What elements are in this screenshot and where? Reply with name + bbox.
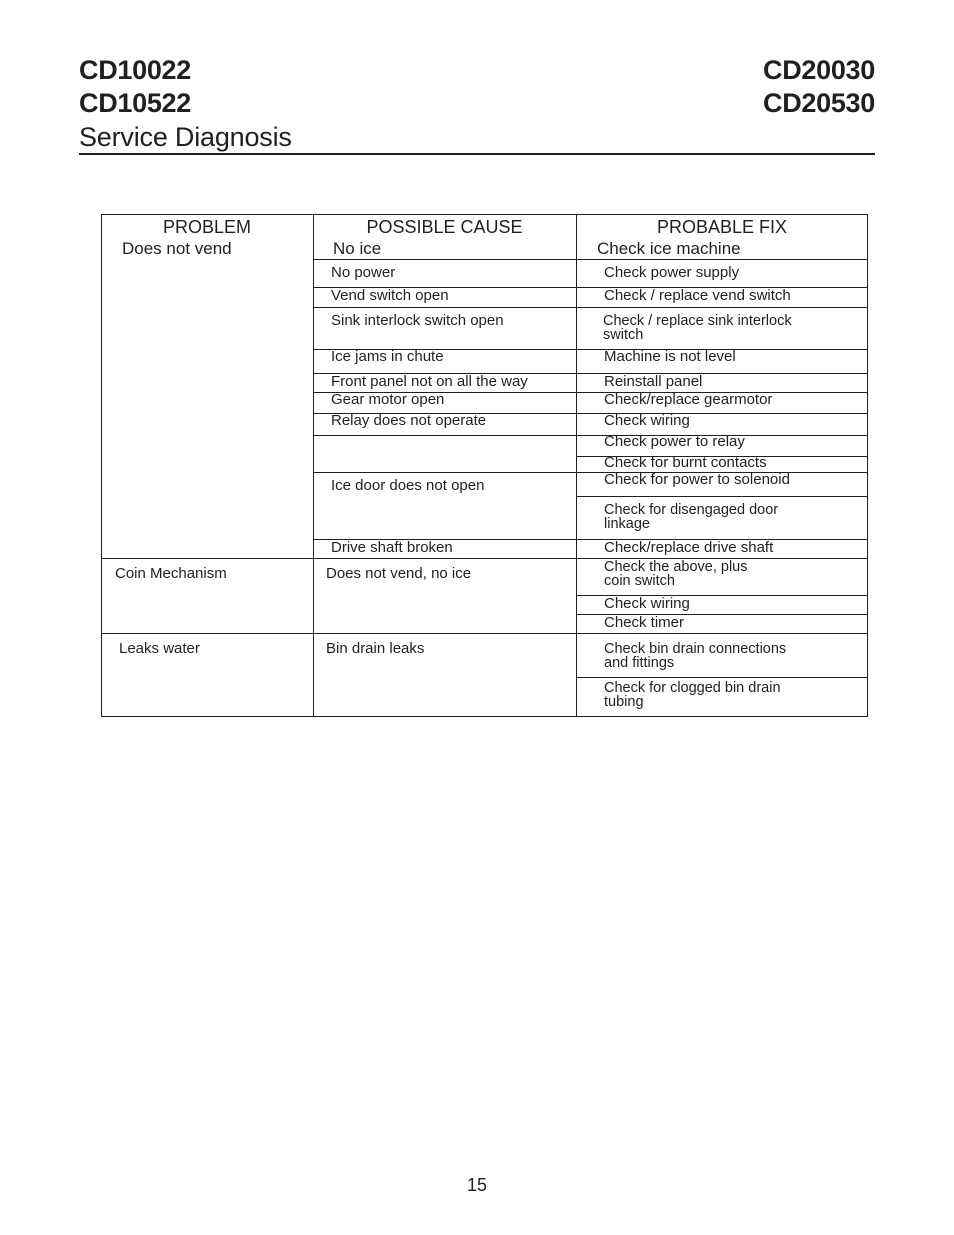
column-header-probable-fix: PROBABLE FIX bbox=[656, 217, 788, 237]
cause-cell: Sink interlock switch open bbox=[331, 312, 504, 329]
row-divider bbox=[576, 496, 868, 497]
row-divider bbox=[101, 633, 868, 634]
fix-line: Check the above, plus bbox=[604, 559, 748, 575]
fix-line: tubing bbox=[604, 694, 644, 710]
fix-line: Check bin drain connections bbox=[604, 641, 787, 657]
cause-cell: Drive shaft broken bbox=[331, 539, 453, 556]
row-divider bbox=[313, 435, 868, 436]
problem-cell: Leaks water bbox=[119, 640, 200, 657]
model-numbers-left bbox=[79, 54, 191, 120]
fix-cell: Check wiring bbox=[604, 595, 690, 612]
page-title: Service Diagnosis bbox=[79, 122, 292, 152]
fix-line: coin switch bbox=[604, 573, 675, 589]
fix-cell bbox=[604, 681, 781, 709]
cause-cell: Vend switch open bbox=[331, 287, 449, 304]
fix-cell: Check/replace gearmotor bbox=[604, 391, 773, 408]
row-divider bbox=[576, 677, 868, 678]
model-number: CD20530 bbox=[763, 88, 875, 118]
title-divider bbox=[79, 153, 875, 155]
fix-cell: Check / replace vend switch bbox=[604, 287, 791, 304]
problem-cell: Coin Mechanism bbox=[115, 565, 227, 582]
model-number: CD10022 bbox=[79, 55, 191, 85]
row-divider bbox=[313, 259, 868, 260]
fix-cell: Check power supply bbox=[604, 264, 740, 281]
cause-cell: Gear motor open bbox=[331, 391, 445, 408]
model-number: CD10522 bbox=[79, 88, 191, 118]
fix-cell: Check ice machine bbox=[597, 239, 741, 258]
row-divider bbox=[313, 307, 868, 308]
fix-cell bbox=[604, 560, 747, 588]
fix-cell bbox=[604, 642, 786, 670]
cause-cell: No ice bbox=[333, 239, 382, 258]
fix-line: and fittings bbox=[604, 655, 675, 671]
fix-cell: Check for burnt contacts bbox=[604, 454, 767, 471]
fix-line: linkage bbox=[604, 516, 650, 532]
page-number: 15 bbox=[466, 1175, 488, 1195]
column-header-problem: PROBLEM bbox=[162, 217, 252, 237]
cause-cell: Does not vend, no ice bbox=[326, 565, 472, 582]
cause-cell: Front panel not on all the way bbox=[331, 373, 528, 390]
cause-cell: Relay does not operate bbox=[331, 412, 487, 429]
fix-line: switch bbox=[603, 327, 644, 343]
cause-cell: Ice jams in chute bbox=[331, 348, 444, 365]
model-numbers-right bbox=[763, 54, 875, 120]
column-divider bbox=[313, 214, 314, 717]
fix-cell bbox=[603, 314, 792, 342]
cause-cell: Bin drain leaks bbox=[326, 640, 425, 657]
column-divider bbox=[576, 214, 577, 717]
column-header-possible-cause: POSSIBLE CAUSE bbox=[366, 217, 523, 237]
cause-cell: No power bbox=[331, 264, 396, 281]
fix-cell: Check/replace drive shaft bbox=[604, 539, 774, 556]
problem-cell: Does not vend bbox=[122, 239, 232, 258]
row-divider bbox=[101, 558, 868, 559]
fix-cell: Check timer bbox=[604, 614, 685, 631]
fix-cell bbox=[604, 503, 778, 531]
model-number: CD20030 bbox=[763, 55, 875, 85]
fix-line: Check / replace sink interlock bbox=[603, 313, 792, 329]
fix-line: Check for clogged bin drain bbox=[604, 680, 781, 696]
fix-cell: Reinstall panel bbox=[604, 373, 703, 390]
cause-cell: Ice door does not open bbox=[331, 477, 485, 494]
fix-cell: Check wiring bbox=[604, 412, 690, 429]
fix-cell: Machine is not level bbox=[604, 348, 736, 365]
fix-cell: Check power to relay bbox=[604, 433, 745, 450]
fix-cell: Check for power to solenoid bbox=[604, 471, 790, 488]
fix-line: Check for disengaged door bbox=[604, 502, 779, 518]
